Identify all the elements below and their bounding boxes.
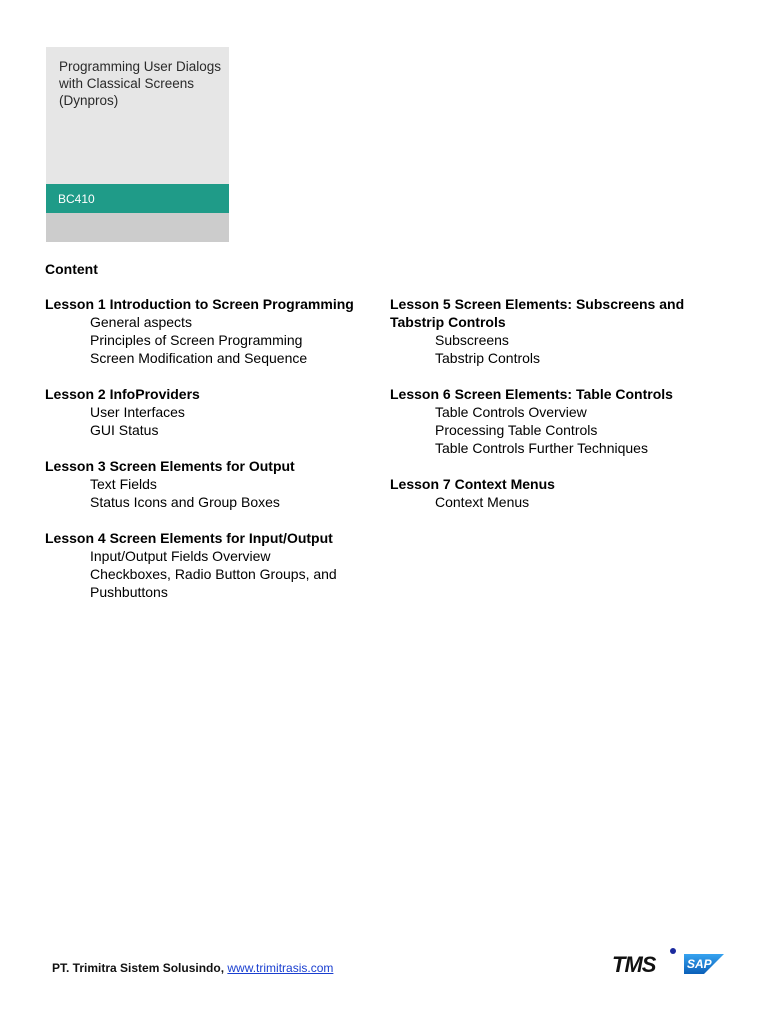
lesson-title: Lesson 5 Screen Elements: Subscreens and Tabstrip Controls: [390, 296, 685, 330]
lesson-block: [390, 385, 730, 457]
sap-logo-text: SAP: [687, 957, 712, 971]
lesson-block: [45, 529, 375, 601]
course-code: BC410: [58, 192, 95, 206]
lesson-topics: [390, 403, 730, 457]
lesson-topics: [45, 475, 375, 511]
tms-logo-dot: [670, 948, 676, 954]
lesson-topics: [45, 403, 375, 439]
footer-company: [52, 961, 333, 975]
lesson-topic: User Interfaces: [90, 404, 185, 420]
lesson-topic: Screen Modification and Sequence: [90, 350, 308, 366]
lesson-topics: [390, 331, 730, 367]
lesson-block: [390, 475, 730, 511]
lesson-block: [45, 295, 375, 367]
lesson-topic: Table Controls Further Techniques: [435, 440, 648, 456]
company-website-link[interactable]: www.trimitrasis.com: [227, 961, 334, 975]
lesson-title: Lesson 3 Screen Elements for Output: [45, 458, 295, 474]
lesson-topic: General aspects: [90, 314, 192, 330]
lesson-topic: Text Fields: [90, 476, 157, 492]
lesson-block: [390, 295, 730, 367]
footer-logos: [612, 946, 728, 980]
course-title: Programming User Dialogs with Classical Screens (Dynpros): [59, 59, 222, 108]
lesson-topic: Status Icons and Group Boxes: [90, 494, 280, 510]
lesson-topic: GUI Status: [90, 422, 159, 438]
right-lesson-column: [390, 295, 730, 529]
lesson-topics: [45, 313, 375, 367]
lesson-topic: Context Menus: [435, 494, 530, 510]
lesson-topic: Processing Table Controls: [435, 422, 598, 438]
lesson-title: Lesson 6 Screen Elements: Table Controls: [390, 386, 673, 402]
lesson-topic: Input/Output Fields Overview: [90, 548, 271, 564]
lesson-topics: [390, 493, 730, 511]
lesson-topic: Subscreens: [435, 332, 509, 348]
tms-logo: TMS: [612, 952, 656, 977]
lesson-title: Lesson 2 InfoProviders: [45, 386, 200, 402]
cover-footer-band: [46, 213, 229, 242]
lesson-topic: Checkboxes, Radio Button Groups, and Pushbuttons: [90, 566, 337, 600]
lesson-block: [45, 457, 375, 511]
sap-logo: [684, 954, 724, 974]
left-lesson-column: [45, 295, 375, 619]
lesson-topic: Table Controls Overview: [435, 404, 587, 420]
lesson-title: Lesson 1 Introduction to Screen Programming: [45, 296, 354, 312]
lesson-title: Lesson 4 Screen Elements for Input/Output: [45, 530, 333, 546]
lesson-topic: Principles of Screen Programming: [90, 332, 303, 348]
course-code-band: [46, 184, 229, 213]
lesson-topic: Tabstrip Controls: [435, 350, 541, 366]
company-name: PT. Trimitra Sistem Solusindo,: [52, 961, 225, 975]
content-heading: Content: [45, 261, 98, 277]
lesson-block: [45, 385, 375, 439]
course-cover: [46, 47, 229, 242]
lesson-topics: [45, 547, 375, 601]
lesson-title: Lesson 7 Context Menus: [390, 476, 555, 492]
